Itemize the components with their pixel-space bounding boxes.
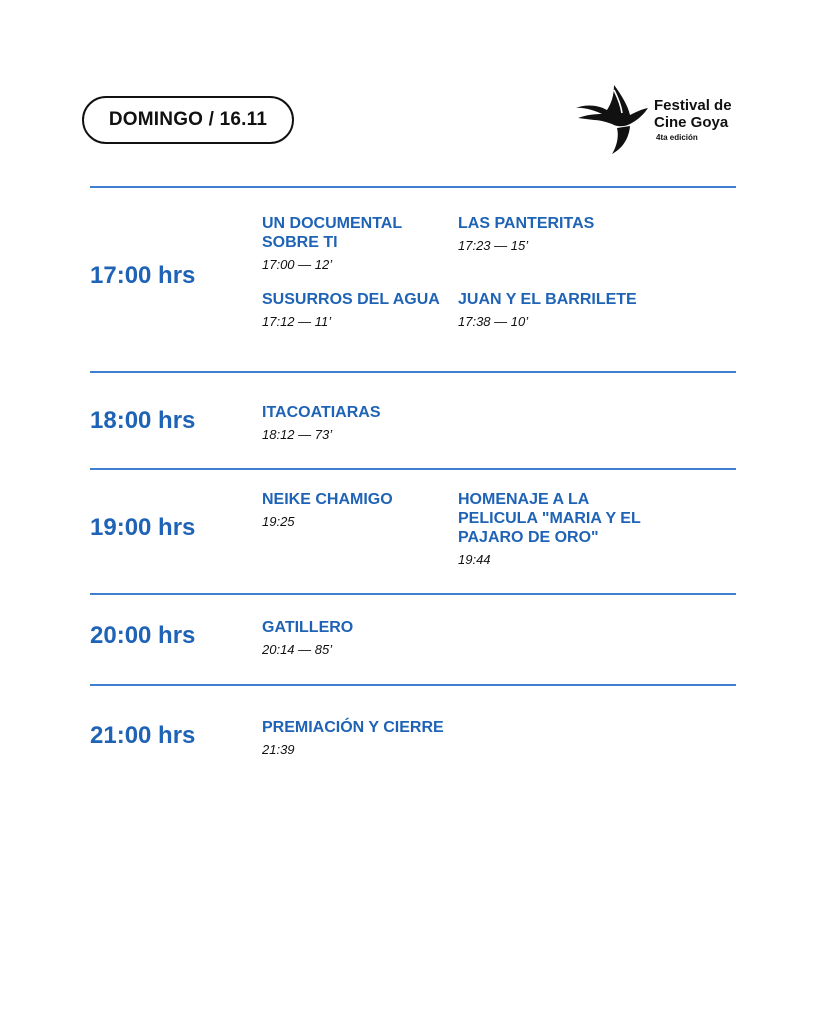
logo-line-3: 4ta edición [656,133,698,142]
event-item [262,618,442,658]
divider [90,371,736,373]
event-detail: 18:12 — 73’ [262,427,333,442]
event-item [458,490,648,568]
event-title: LAS PANTERITAS [458,215,595,232]
divider [90,684,736,686]
event-title: SUSURROS DEL AGUA [262,291,440,308]
logo-line-1: Festival de [654,97,732,114]
event-detail: 17:38 — 10’ [458,314,529,329]
event-detail: 21:39 [262,742,295,757]
event-title: HOMENAJE A LA PELICULA "MARIA Y EL PAJARO DE ORO" [458,491,641,546]
slot-time: 18:00 hrs [90,407,196,434]
event-detail: 20:14 — 85’ [262,642,333,657]
slot-time: 17:00 hrs [90,262,196,289]
festival-logo [574,82,744,162]
swallow-logo-icon [574,82,654,162]
event-title: GATILLERO [262,619,354,636]
divider [90,186,736,188]
event-item [458,290,668,330]
event-item [458,214,638,254]
event-item [262,490,442,530]
event-title: PREMIACIÓN Y CIERRE [262,719,444,736]
event-title: UN DOCUMENTAL SOBRE TI [262,215,402,251]
event-detail: 17:23 — 15’ [458,238,529,253]
event-title: NEIKE CHAMIGO [262,491,393,508]
event-item [262,214,442,273]
event-detail: 19:44 [458,552,491,567]
divider [90,593,736,595]
logo-line-2: Cine Goya [654,114,729,131]
slot-time: 20:00 hrs [90,622,196,649]
event-detail: 17:00 — 12’ [262,257,333,272]
event-item [262,718,502,758]
event-item [262,403,442,443]
slot-time: 21:00 hrs [90,722,196,749]
day-label: DOMINGO / 16.11 [108,109,268,130]
slot-time: 19:00 hrs [90,514,196,541]
event-item [262,290,442,330]
event-title: ITACOATIARAS [262,404,381,421]
event-detail: 17:12 — 11’ [262,314,332,329]
event-title: JUAN Y EL BARRILETE [458,291,637,308]
divider [90,468,736,470]
day-badge [82,96,294,144]
event-detail: 19:25 [262,514,295,529]
